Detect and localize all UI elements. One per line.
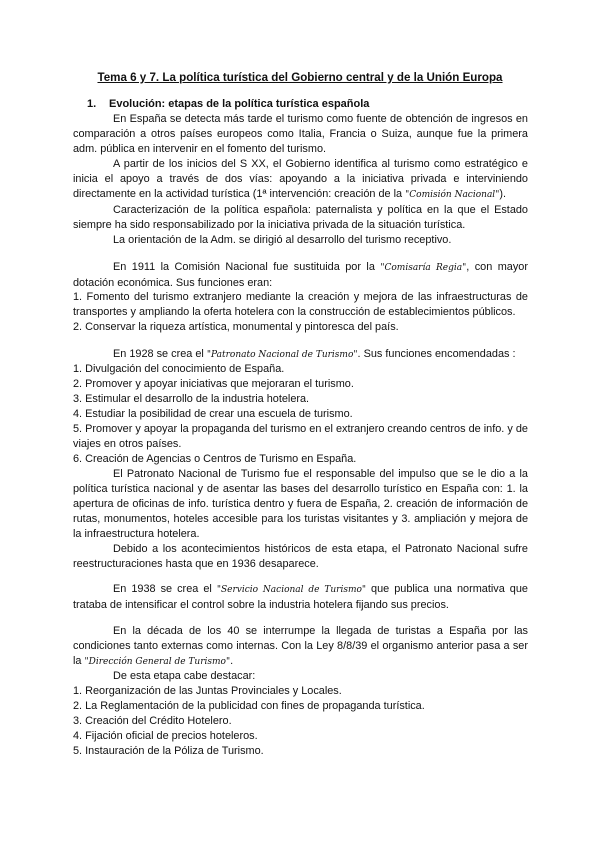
list-item: 6. Creación de Agencias o Centros de Turismo en España. xyxy=(73,453,357,465)
paragraph-10 xyxy=(73,624,528,670)
paragraph-6-end: . Sus funciones encomendadas : xyxy=(357,348,516,360)
paragraph-10-text: En la década de los 40 se interrumpe la llegada de turistas a España por las condiciones tanto externas como internas. Con la Ley 8/8/39 el organismo anterior pasa a ser la xyxy=(73,625,528,667)
paragraph-2-text: A partir de los inicios del S XX, el Gobierno identifica al turismo como estratégico e inicia el apoyo a través de dos vías: apoyando a la iniciativa privada e interviniendo directamente en la actividad turística (1ª intervención: creación de la xyxy=(73,158,528,200)
list-item: 2. Promover y apoyar iniciativas que mejoraran el turismo. xyxy=(73,378,354,390)
paragraph-5-text: En 1911 la Comisión Nacional fue sustituida por la xyxy=(113,261,381,273)
section-heading xyxy=(87,98,369,110)
list-item: 5. Promover y apoyar la propaganda del turismo en el extranjero creando centros de info. y de viajes en otros países. xyxy=(73,423,528,450)
paragraph-2 xyxy=(73,157,528,203)
list-item: 3. Estimular el desarrollo de la industria hotelera. xyxy=(73,393,310,405)
section-number: 1. xyxy=(87,98,97,110)
patronato-quote: "Patronato Nacional de Turismo" xyxy=(206,350,358,360)
paragraph-6 xyxy=(73,347,528,363)
paragraph-9 xyxy=(73,582,528,613)
list-item: 4. Estudiar la posibilidad de crear una escuela de turismo. xyxy=(73,408,353,420)
paragraph-9-end: que publica una normativa que trataba de intensificar el control sobre la industria hotelera fijando sus precios. xyxy=(73,583,528,611)
comision-nacional-quote: "Comisión Nacional" xyxy=(405,190,500,200)
list-item: 1. Fomento del turismo extranjero mediante la creación y mejora de las infraestructuras de transportes y ampliando la oferta hotelera con la construcción de establecimientos públicos. xyxy=(73,291,528,318)
document-title: Tema 6 y 7. La política turística del Gobierno central y de la Unión Europa xyxy=(97,71,503,84)
paragraph-4: La orientación de la Adm. se dirigió al desarrollo del turismo receptivo. xyxy=(113,234,452,246)
comisaria-regia-quote: "Comisaría Regia" xyxy=(380,263,467,273)
paragraph-10-end: . xyxy=(230,655,234,667)
list-item: 1. Reorganización de las Juntas Provinciales y Locales. xyxy=(73,685,342,697)
paragraph-11: De esta etapa cabe destacar: xyxy=(113,670,256,682)
list-item: 2. Conservar la riqueza artística, monumental y pintoresca del país. xyxy=(73,321,399,333)
paragraph-1: En España se detecta más tarde el turismo como fuente de obtención de ingresos en comparación a otros países europeos como Italia, Francia o Suiza, aunque fue la primera adm. pública en intervenir en el fomento del turismo. xyxy=(73,113,528,155)
list-item: 5. Instauración de la Póliza de Turismo. xyxy=(73,745,264,757)
paragraph-2-end: ). xyxy=(499,188,506,200)
paragraph-5-end: , con mayor dotación económica. Sus funciones eran: xyxy=(73,261,528,289)
paragraph-8: Debido a los acontecimientos históricos de esta etapa, el Patronato Nacional sufre reestructuraciones hasta que en 1936 desaparece. xyxy=(73,543,528,570)
list-item: 3. Creación del Crédito Hotelero. xyxy=(73,715,232,727)
section-heading-text: Evolución: etapas de la política turística española xyxy=(109,98,370,110)
paragraph-7: El Patronato Nacional de Turismo fue el responsable del impulso que se le dio a la política turística nacional y de asentar las bases del desarrollo turístico en España con: 1. la apertura de oficinas de info. turística dentro y fuera de España, 2. creación de información de rutas, monumentos, hoteles accesible para los turistas visitantes y 3. ampliación y mejora de la infraestructura hotelera. xyxy=(73,468,528,540)
servicio-nacional-quote: "Servicio Nacional de Turismo" xyxy=(216,585,367,595)
list-item: 4. Fijación oficial de precios hoteleros. xyxy=(73,730,258,742)
direccion-general-quote: "Dirección General de Turismo" xyxy=(84,657,231,667)
paragraph-3: Caracterización de la política española: paternalista y política en la que el Estado siempre ha sido responsabilizado por la iniciativa privada de la situación turística. xyxy=(73,204,528,231)
list-item: 2. La Reglamentación de la publicidad con fines de propaganda turística. xyxy=(73,700,425,712)
list-item: 1. Divulgación del conocimiento de España. xyxy=(73,363,285,375)
paragraph-6-text: En 1928 se crea el xyxy=(113,348,207,360)
paragraph-9-text: En 1938 se crea el xyxy=(113,583,217,595)
paragraph-5 xyxy=(73,260,528,291)
